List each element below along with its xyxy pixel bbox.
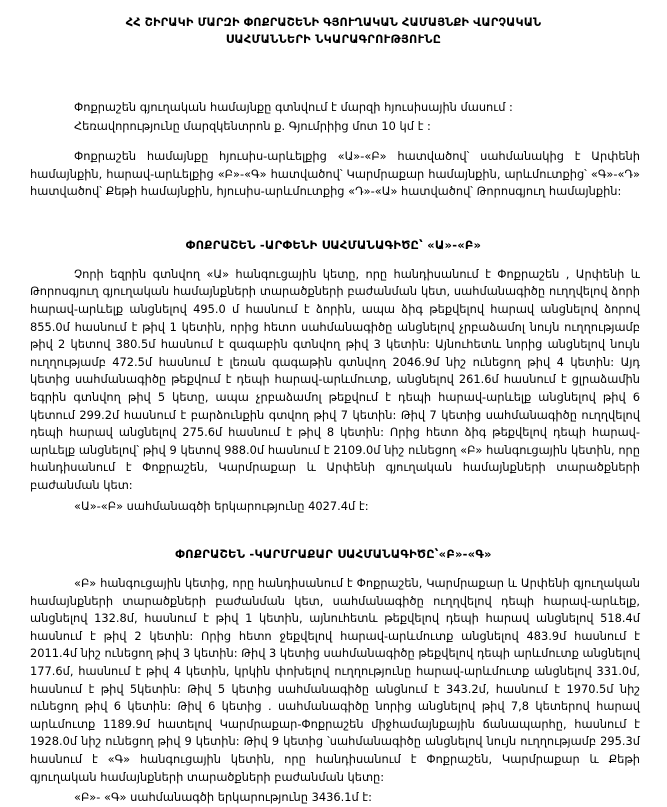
intro-location-line: Փոքրաշեն գյուղական համայնքը գտնվում է մարզի հյուսիսային մասում : <box>74 100 513 114</box>
page-title-line-2: ՍԱՀՄԱՆՆԵՐԻ ՆԿԱՐԱԳՐՈՒԹՅՈՒՆԸ <box>225 33 442 46</box>
section-body-ab: Չորի եզրին գտնվող «Ա» հանգուցային կետը, որը հանդիսանում է Փոքրաշեն , Արփենի և Թորոսգյուղ գյուղական համայնքների տարածքների բաժանման կետ, սահմանագիծը ուղղվելով ձորի հարավ-արևելք անցնելով 495.0 մ հասնում է ձորին, ապա ձիգ թեքվելով հարավ անցնելով ձորով 855.0մ հասնում է թիվ 1 կետին, որից հետո սահմանագիծը անցնելով չրբաձամոլ նույն ուղղությամբ թիվ 2 կետով 380.5մ հասնում է զագաբին գտնվող թիվ 3 կետին: Այնուհետև նորից անցնելով նույն ուղղությամբ 472.5մ հասնում է լեռան գագաթին գտնվող 2046.9մ նիշ ունեցող թիվ 4 կետին: Այդ կետից սահմանագիծը թեքվում է դեպի հարավ-արևմուտք, անցնելով 261.6մ հասնում է ցլրաձամին եգրին գտնվող թիվ 5 կետը, ապա չրբաձամոլ թեքվում է դեպի հարավ-արևելք անցնելով թիվ 6 կետում 299.2մ հասնում է բարձունքին գտվող թիվ 7 կետին: Թիվ 7 կետից սահմանագիծը ուղղվելով դեպի հարավ անցնելով 275.6մ հասնում է թիվ 8 կետին: Որից հետո ձիգ թեքվելով դեպի հարավ-արևելք անցնելով՝ թիվ 9 կետով 988.0մ հասնում է 2109.0մ նիշ ունեցող «Բ» հանգուցային կետին, որը հանդիսանում է Փոքրաշեն, Կարմրաքար և Արփենի գյուղական համայնքների տարածքների բաժանման կետ: <box>30 266 640 492</box>
intro-paragraph: Փոքրաշեն համայնքը հյուսիս-արևելքից «Ա»-«Բ» հատվածով՝ սահմանակից է Արփենի համայնքին, հարավ-արևելքից «Բ»-«Գ» հատվածով՝ Կարմրաքար համայնքին, արևմուտքից՝ «Գ»-«Դ» հատվածով՝ Քեթի համայնքին, հյուսիս-արևմուտքից «Դ»-«Ա» հատվածով՝ Թորոսգյուղ համայնքին: <box>30 149 640 199</box>
section-total-ab: «Ա»-«Բ» սահմանագծի երկարությունը 4027.4մ է: <box>74 498 369 513</box>
section-heading-bg: ՓՈՔՐԱՇԵՆ -ԿԱՐՄՐԱՔԱՐ ՍԱՀՄԱՆԱԳԻԾԸ՝«Բ»-«Գ» <box>175 547 492 562</box>
page-title-line-1: ՀՀ ՇԻՐԱԿԻ ՄԱՐԶԻ ՓՈՔՐԱՇԵՆԻ ԳՅՈՒՂԱԿԱՆ ՀԱՄԱՅՆՔԻ ՎԱՐՉԱԿԱՆ <box>125 16 542 29</box>
intro-distance-line: Հեռավորությունը մարզկենտրոն ք. Գյումրիից մոտ 10 կմ է : <box>74 118 431 133</box>
section-body-bg: «Բ» հանգուցային կետից, որը հանդիսանում է Փոքրաշեն, Կարմրաքար և Արփենի գյուղական համայնքների տարածքների բաժանման կետ, սահմանագիծը ուղղվելով դեպի հարավ-արևելք, անցնելով 132.8մ, հասնում է թիվ 1 կետին, այնուհետև թեքվելով դեպի հարավ անցնելով 518.4մ հասնում է թիվ 2 կետին: Որից հետո ջեքվելով հարավ-արևմուտք անցնելով 483.9մ հասնում է 2011.4մ նիշ ունեցող թիվ 3 կետին: Թիվ 3 կետից սահմանագիծը թեքվելով դեպի արևմուտք անցնելով 177.6մ, հասնում է թիվ 4 կետին, կրկին փոխելով ուղղությունը հարավ-արևմուտք անցնելով 331.0մ, հասնում է թիվ 5կետին: Թիվ 5 կետից սահմանագիծը անցնում է 343.2մ, հասնում է 1970.5մ նիշ ունեցող թիվ 6 կետին: Թիվ 6 կետից . սահմանագիծը նորից անցնելով թիվ 7,8 կետերով հարավ արևմուտք 1189.9մ հատելով Կարմրաքար-Փոքրաշեն միջհամայնքային ճանապարհը, հասնում է 1928.0մ նիշ ունեցող թիվ 9 կետին: Թիվ 9 կետից ՝սահմանագիծը անցնելով նույն ուղղությամբ 295.3մ հասնում է «Գ» հանգուցային կետին, որը հանդիսանում է Փոքրաշեն, Կարմրաքար և Քեթի գյուղական համայնքների տարածքների բաժանման կետը: <box>30 576 640 784</box>
spacer <box>0 201 667 218</box>
section-heading-ab: ՓՈՔՐԱՇԵՆ -ԱՐՓԵՆԻ ՍԱՀՄԱՆԱԳԻԾԸ՝ «Ա»-«Բ» <box>185 237 482 252</box>
page-title <box>0 0 667 48</box>
section-total-bg: «Բ»- «Գ» սահմանագծի երկարությունը 3436.1մ է: <box>74 790 373 805</box>
intro-block <box>0 48 667 135</box>
spacer <box>0 515 667 527</box>
